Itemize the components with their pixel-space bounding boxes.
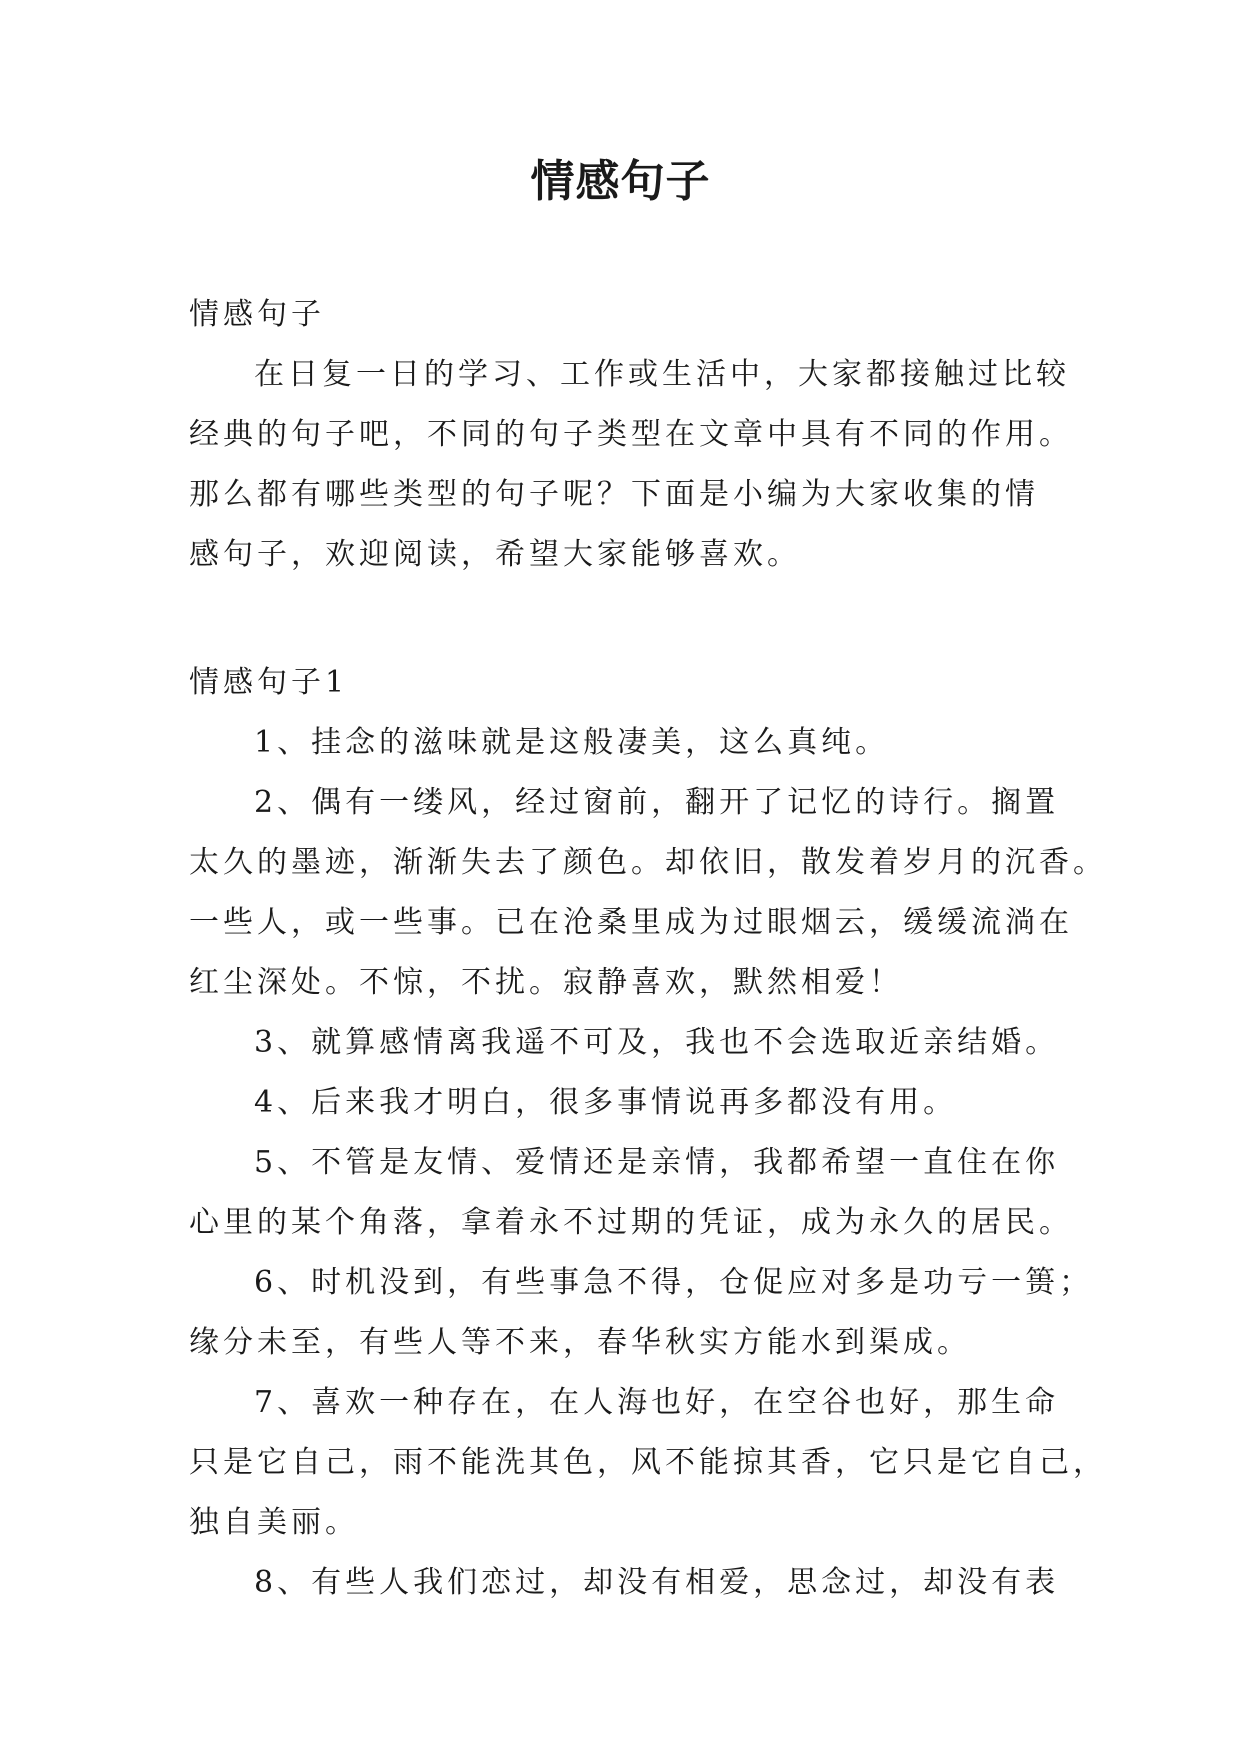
sentence-line: 红尘深处。不惊，不扰。寂静喜欢，默然相爱！ bbox=[189, 965, 903, 1000]
section-spacer bbox=[189, 585, 1069, 653]
intro-line: 经典的句子吧，不同的句子类型在文章中具有不同的作用。 bbox=[189, 417, 1073, 452]
sentence-line: 2、偶有一缕风，经过窗前，翻开了记忆的诗行。搁置 bbox=[254, 785, 1060, 820]
sentence-line: 6、时机没到，有些事急不得，仓促应对多是功亏一篑； bbox=[254, 1265, 1094, 1300]
sentence-line: 1、挂念的滋味就是这般凄美，这么真纯。 bbox=[254, 725, 890, 760]
intro-line: 感句子，欢迎阅读，希望大家能够喜欢。 bbox=[189, 537, 801, 572]
sentence-line: 3、就算感情离我遥不可及，我也不会选取近亲结婚。 bbox=[254, 1025, 1060, 1060]
document-body bbox=[189, 285, 1107, 1613]
sentence-line: 心里的某个角落，拿着永不过期的凭证，成为永久的居民。 bbox=[189, 1205, 1073, 1240]
sentence-line: 只是它自己，雨不能洗其色，风不能掠其香，它只是它自己， bbox=[189, 1445, 1107, 1480]
intro-line: 那么都有哪些类型的句子呢？下面是小编为大家收集的情 bbox=[189, 477, 1039, 512]
intro-line: 在日复一日的学习、工作或生活中，大家都接触过比较 bbox=[254, 357, 1070, 392]
sentence-line: 太久的墨迹，渐渐失去了颜色。却依旧，散发着岁月的沉香。 bbox=[189, 845, 1107, 880]
sentence-line: 5、不管是友情、爱情还是亲情，我都希望一直住在你 bbox=[254, 1145, 1060, 1180]
sentence-line: 8、有些人我们恋过，却没有相爱，思念过，却没有表 bbox=[254, 1565, 1060, 1600]
section-heading: 情感句子1 bbox=[189, 665, 349, 700]
document-heading: 情感句子 bbox=[189, 297, 325, 332]
page-title: 情感句子 bbox=[530, 156, 711, 207]
sentence-line: 7、喜欢一种存在，在人海也好，在空谷也好，那生命 bbox=[254, 1385, 1060, 1420]
sentence-line: 一些人，或一些事。已在沧桑里成为过眼烟云，缓缓流淌在 bbox=[189, 905, 1073, 940]
sentence-line: 4、后来我才明白，很多事情说再多都没有用。 bbox=[254, 1085, 958, 1120]
sentence-line: 缘分未至，有些人等不来，春华秋实方能水到渠成。 bbox=[189, 1325, 971, 1360]
sentence-line: 独自美丽。 bbox=[189, 1505, 359, 1540]
